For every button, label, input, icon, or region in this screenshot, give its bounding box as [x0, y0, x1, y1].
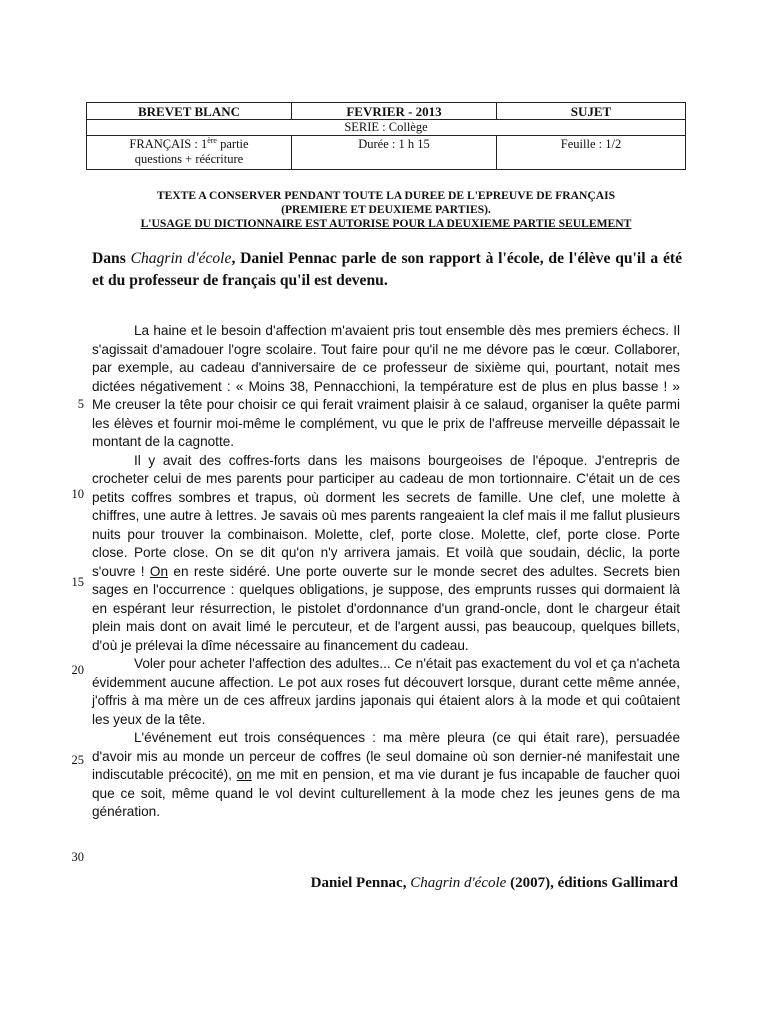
line-number: 15 [71, 575, 84, 589]
source-citation: Daniel Pennac, Chagrin d'école (2007), éditions Gallimard [310, 875, 678, 891]
paragraph-4: L'événement eut trois conséquences : ma mère pleura (ce qui était rare), persuadée d'avoir mis au monde un perceur de coffres (le seul domaine où son dernier-né manifestait une indiscutable précocité), on me mit en pension, et ma vie durant je fus incapable de faucher quoi que ce soit, même quand le vol devint culturellement à la mode chez les jeunes gens de ma génération. [92, 730, 680, 819]
header-matiere: FRANÇAIS : 1ère partie questions + réécriture [87, 136, 292, 170]
line-number: 25 [71, 753, 84, 767]
line-number: 20 [71, 663, 84, 677]
header-feuille: Feuille : 1/2 [497, 136, 686, 170]
paragraph-1: La haine et le besoin d'affection m'avaient pris tout ensemble dès mes premiers échecs. Il s'agissait d'amadouer l'ogre scolaire. Tout faire pour qu'il ne me dévore pas le cœur. Collaborer, par exemple, au cadeau d'anniversaire de ce professeur de sixième qui, pourtant, notait mes dictées négativement : « Moins 38, Pennacchioni, la température est de plus en plus basse ! » Me creuser la tête pour choisir ce qui ferait vraiment plaisir à ce salaud, organiser la quête parmi les élèves et fournir moi-même le complément, vu que le prix de l'affreuse merveille dépassait le montant de la cagnotte. [92, 323, 680, 449]
paragraph-3: Voler pour acheter l'affection des adultes... Ce n'était pas exactement du vol et ça n'acheta évidemment aucune affection. Le pot aux roses fut découvert lorsque, durant cette même année, j'offris à ma mère un de ces affreux jardins japonais qui étaient alors à la mode et qui coûtaient les yeux de la tête. [92, 656, 680, 727]
line-number: 10 [71, 487, 84, 501]
header-table [86, 102, 686, 170]
header-duree: Durée : 1 h 15 [292, 136, 497, 170]
line-number: 5 [77, 397, 84, 411]
intro-paragraph: Dans Chagrin d'école, Daniel Pennac parle de son rapport à l'école, de l'élève qu'il a été et du professeur de français qu'il est devenu. [92, 250, 682, 289]
paragraph-2: Il y avait des coffres-forts dans les maisons bourgeoises de l'époque. J'entrepris de crocheter celui de mes parents pour participer au cadeau de mon tortionnaire. C'était un de ces petits coffres sombres et trapus, où dorment les secrets de famille. Une clef, une molette à chiffres, une autre à lettres. Je savais où mes parents rangeaient la clef mais il me fallut plusieurs nuits pour trouver la combinaison. Molette, clef, porte close. Molette, clef, porte close. Porte close. Porte close. On se dit qu'on n'y arrivera jamais. Et voilà que soudain, déclic, la porte s'ouvre ! On en reste sidéré. Une porte ouverte sur le monde secret des adultes. Secrets bien sages en l'occurrence : quelques obligations, je suppose, des emprunts russes qui dormaient là en espérant leur résurrection, le pistolet d'ordonnance d'un grand-oncle, dont le chargeur était plein mais dont on avait limé le percuteur, et de l'argent aussi, pas beaucoup, quelques billets, d'où je prélevai la dîme nécessaire au financement du cadeau. [92, 452, 681, 653]
header-serie: SERIE : Collège [87, 120, 686, 136]
notice-line-3: L'USAGE DU DICTIONNAIRE EST AUTORISE POUR LA DEUXIEME PARTIE SEULEMENT [140, 217, 632, 230]
header-sujet: SUJET [497, 103, 686, 120]
notice-line-1: TEXTE A CONSERVER PENDANT TOUTE LA DUREE DE L'EPREUVE DE FRANÇAIS [156, 189, 616, 202]
header-date: FEVRIER - 2013 [292, 103, 497, 120]
header-brevet: BREVET BLANC [87, 103, 292, 120]
excerpt-text [92, 322, 680, 822]
line-number: 30 [71, 850, 84, 864]
notice-line-2: (PREMIERE ET DEUXIEME PARTIES). [281, 203, 491, 216]
